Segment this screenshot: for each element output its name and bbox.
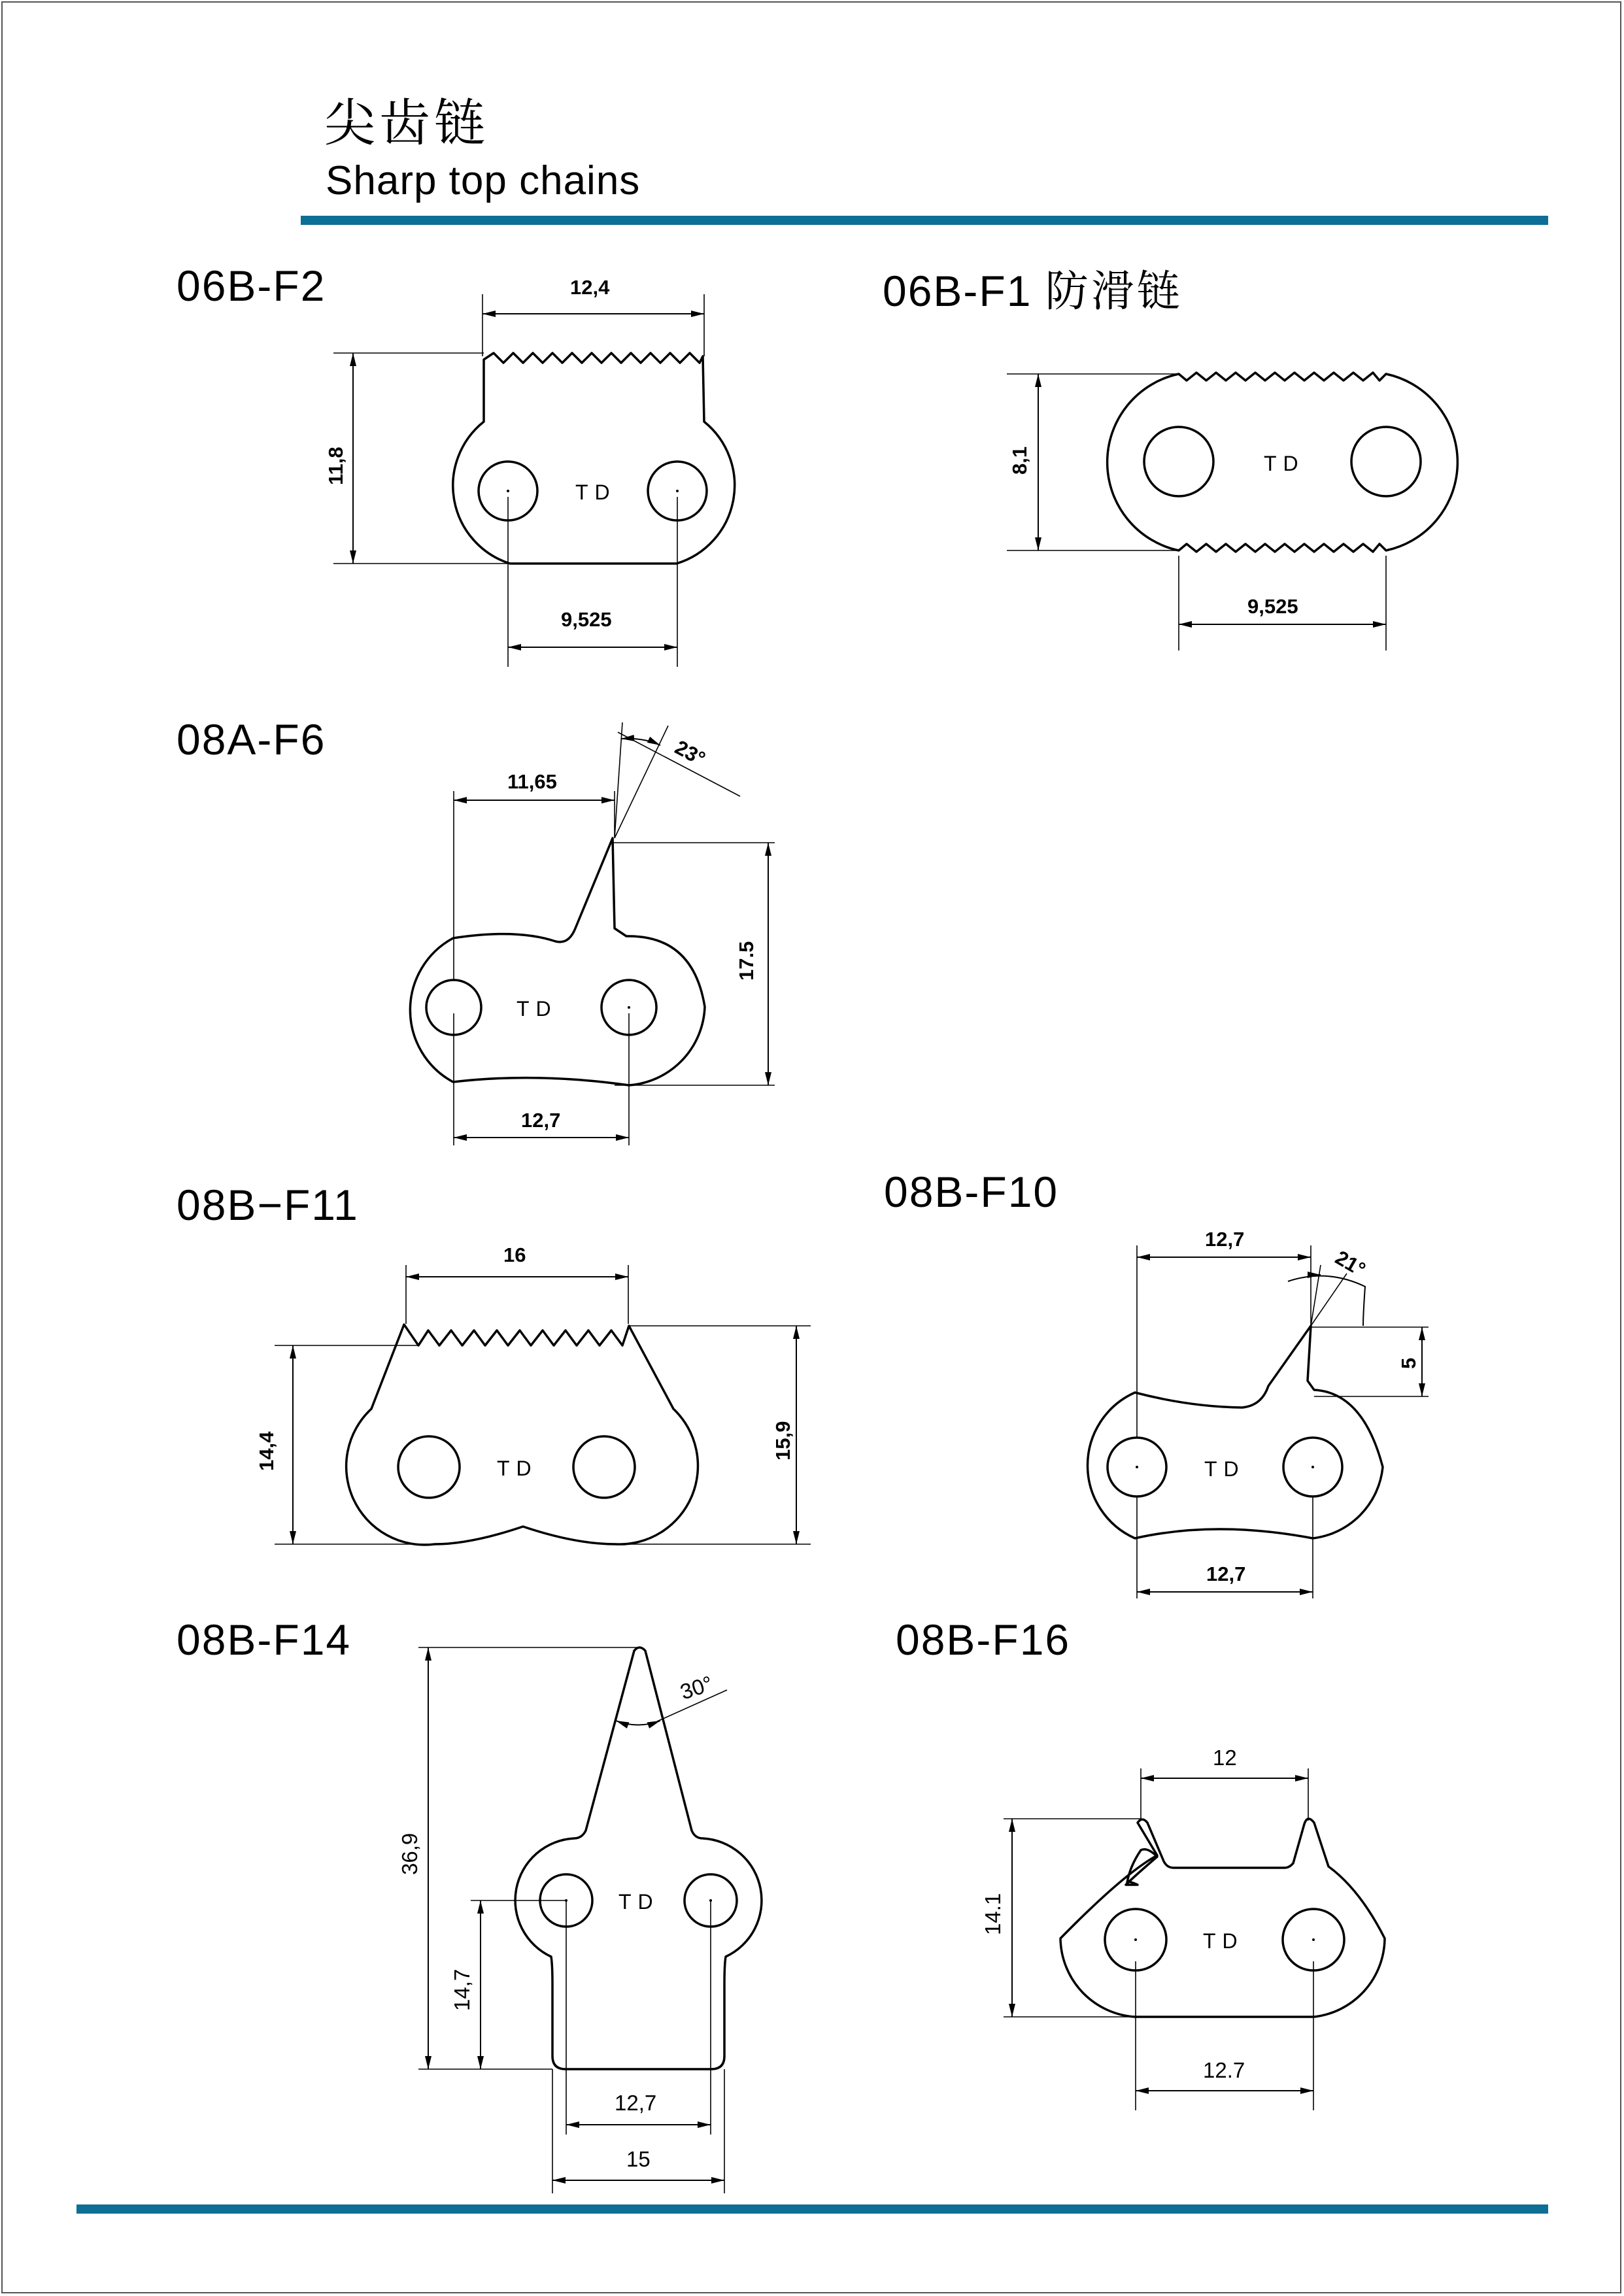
brand-mark: TD	[516, 997, 558, 1021]
plate-outline	[515, 1647, 762, 2069]
model-label-08b-f11: 08B−F11	[177, 1181, 359, 1229]
brand-mark: TD	[1203, 1929, 1244, 1953]
dim-label: 23°	[671, 735, 709, 771]
dim-label: 11,8	[324, 447, 347, 485]
dim-label: 15	[626, 2147, 651, 2171]
hole-center	[1134, 1938, 1137, 1941]
dim-label: 8,1	[1008, 446, 1031, 475]
model-label-08b-f16: 08B-F16	[896, 1615, 1071, 1664]
hole-center	[676, 490, 679, 492]
model-label-08b-f14: 08B-F14	[177, 1615, 352, 1664]
diagram-08b-f11	[255, 1243, 811, 1545]
dim-arc	[616, 1721, 660, 1725]
dim-label: 12	[1213, 1746, 1237, 1770]
dim-label: 11,65	[507, 770, 557, 793]
dim-label: 12,4	[570, 276, 610, 299]
brand-mark: TD	[618, 1890, 660, 1914]
dim-label: 12,7	[1205, 1228, 1245, 1251]
brand-mark: TD	[575, 481, 617, 504]
diagram-08b-f10	[1088, 1228, 1429, 1598]
pin-hole	[573, 1436, 635, 1498]
dim-label: 12.7	[1203, 2058, 1245, 2082]
pin-hole	[1144, 427, 1213, 496]
page-title-en: Sharp top chains	[326, 158, 641, 203]
brand-mark: TD	[1204, 1457, 1245, 1481]
plate-outline	[453, 353, 735, 564]
dim-label: 16	[503, 1243, 526, 1266]
model-label-08a-f6: 08A-F6	[177, 715, 326, 764]
dim-label: 12,7	[521, 1109, 561, 1132]
model-name-cn: 防滑链	[1045, 266, 1183, 316]
dim-label: 15,9	[771, 1421, 794, 1460]
dim-label: 9,525	[1247, 595, 1298, 618]
diagram-06b-f1	[1007, 373, 1457, 650]
dim-label: 17.5	[735, 941, 758, 981]
dim-label: 30°	[677, 1671, 716, 1704]
plate-outline	[410, 838, 705, 1085]
dim-label: 21°	[1331, 1245, 1370, 1281]
model-code: 08B	[177, 1181, 258, 1229]
hole-center	[507, 490, 509, 492]
diagram-06b-f2	[324, 276, 735, 667]
model-suffix: F11	[283, 1181, 359, 1229]
diagram-08a-f6	[410, 722, 775, 1145]
hole-center	[1136, 1466, 1138, 1468]
plate-outline	[347, 1325, 698, 1545]
model-label-08b-f10: 08B-F10	[884, 1168, 1059, 1216]
brand-mark: TD	[497, 1457, 538, 1480]
plate-outline	[1126, 1849, 1157, 1885]
hole-center	[1311, 1466, 1314, 1468]
dim-label: 14,4	[255, 1431, 278, 1471]
diagram-08b-f16	[981, 1746, 1385, 2110]
model-label-06b-f2: 06B-F2	[177, 262, 326, 310]
dim-label: 12,7	[1206, 1562, 1246, 1585]
hole-center	[1312, 1938, 1315, 1941]
dim-label: 9,525	[561, 608, 612, 631]
dim-label: 14,7	[450, 1968, 474, 2011]
pin-hole	[1351, 427, 1421, 496]
dim-arc	[1288, 1276, 1365, 1326]
plate-outline	[1088, 1326, 1383, 1538]
dim-label: 36,9	[398, 1832, 422, 1875]
pin-hole	[398, 1436, 460, 1498]
diagram-08b-f14	[398, 1647, 762, 2193]
dim-label: 5	[1397, 1357, 1420, 1369]
dim-label: 14.1	[981, 1893, 1005, 1935]
dim-label: 12,7	[615, 2091, 657, 2115]
brand-mark: TD	[1264, 452, 1305, 475]
model-code: 06B-F1	[883, 267, 1032, 315]
hole-center	[628, 1006, 630, 1009]
page-title-cn: 尖齿链	[324, 94, 490, 153]
